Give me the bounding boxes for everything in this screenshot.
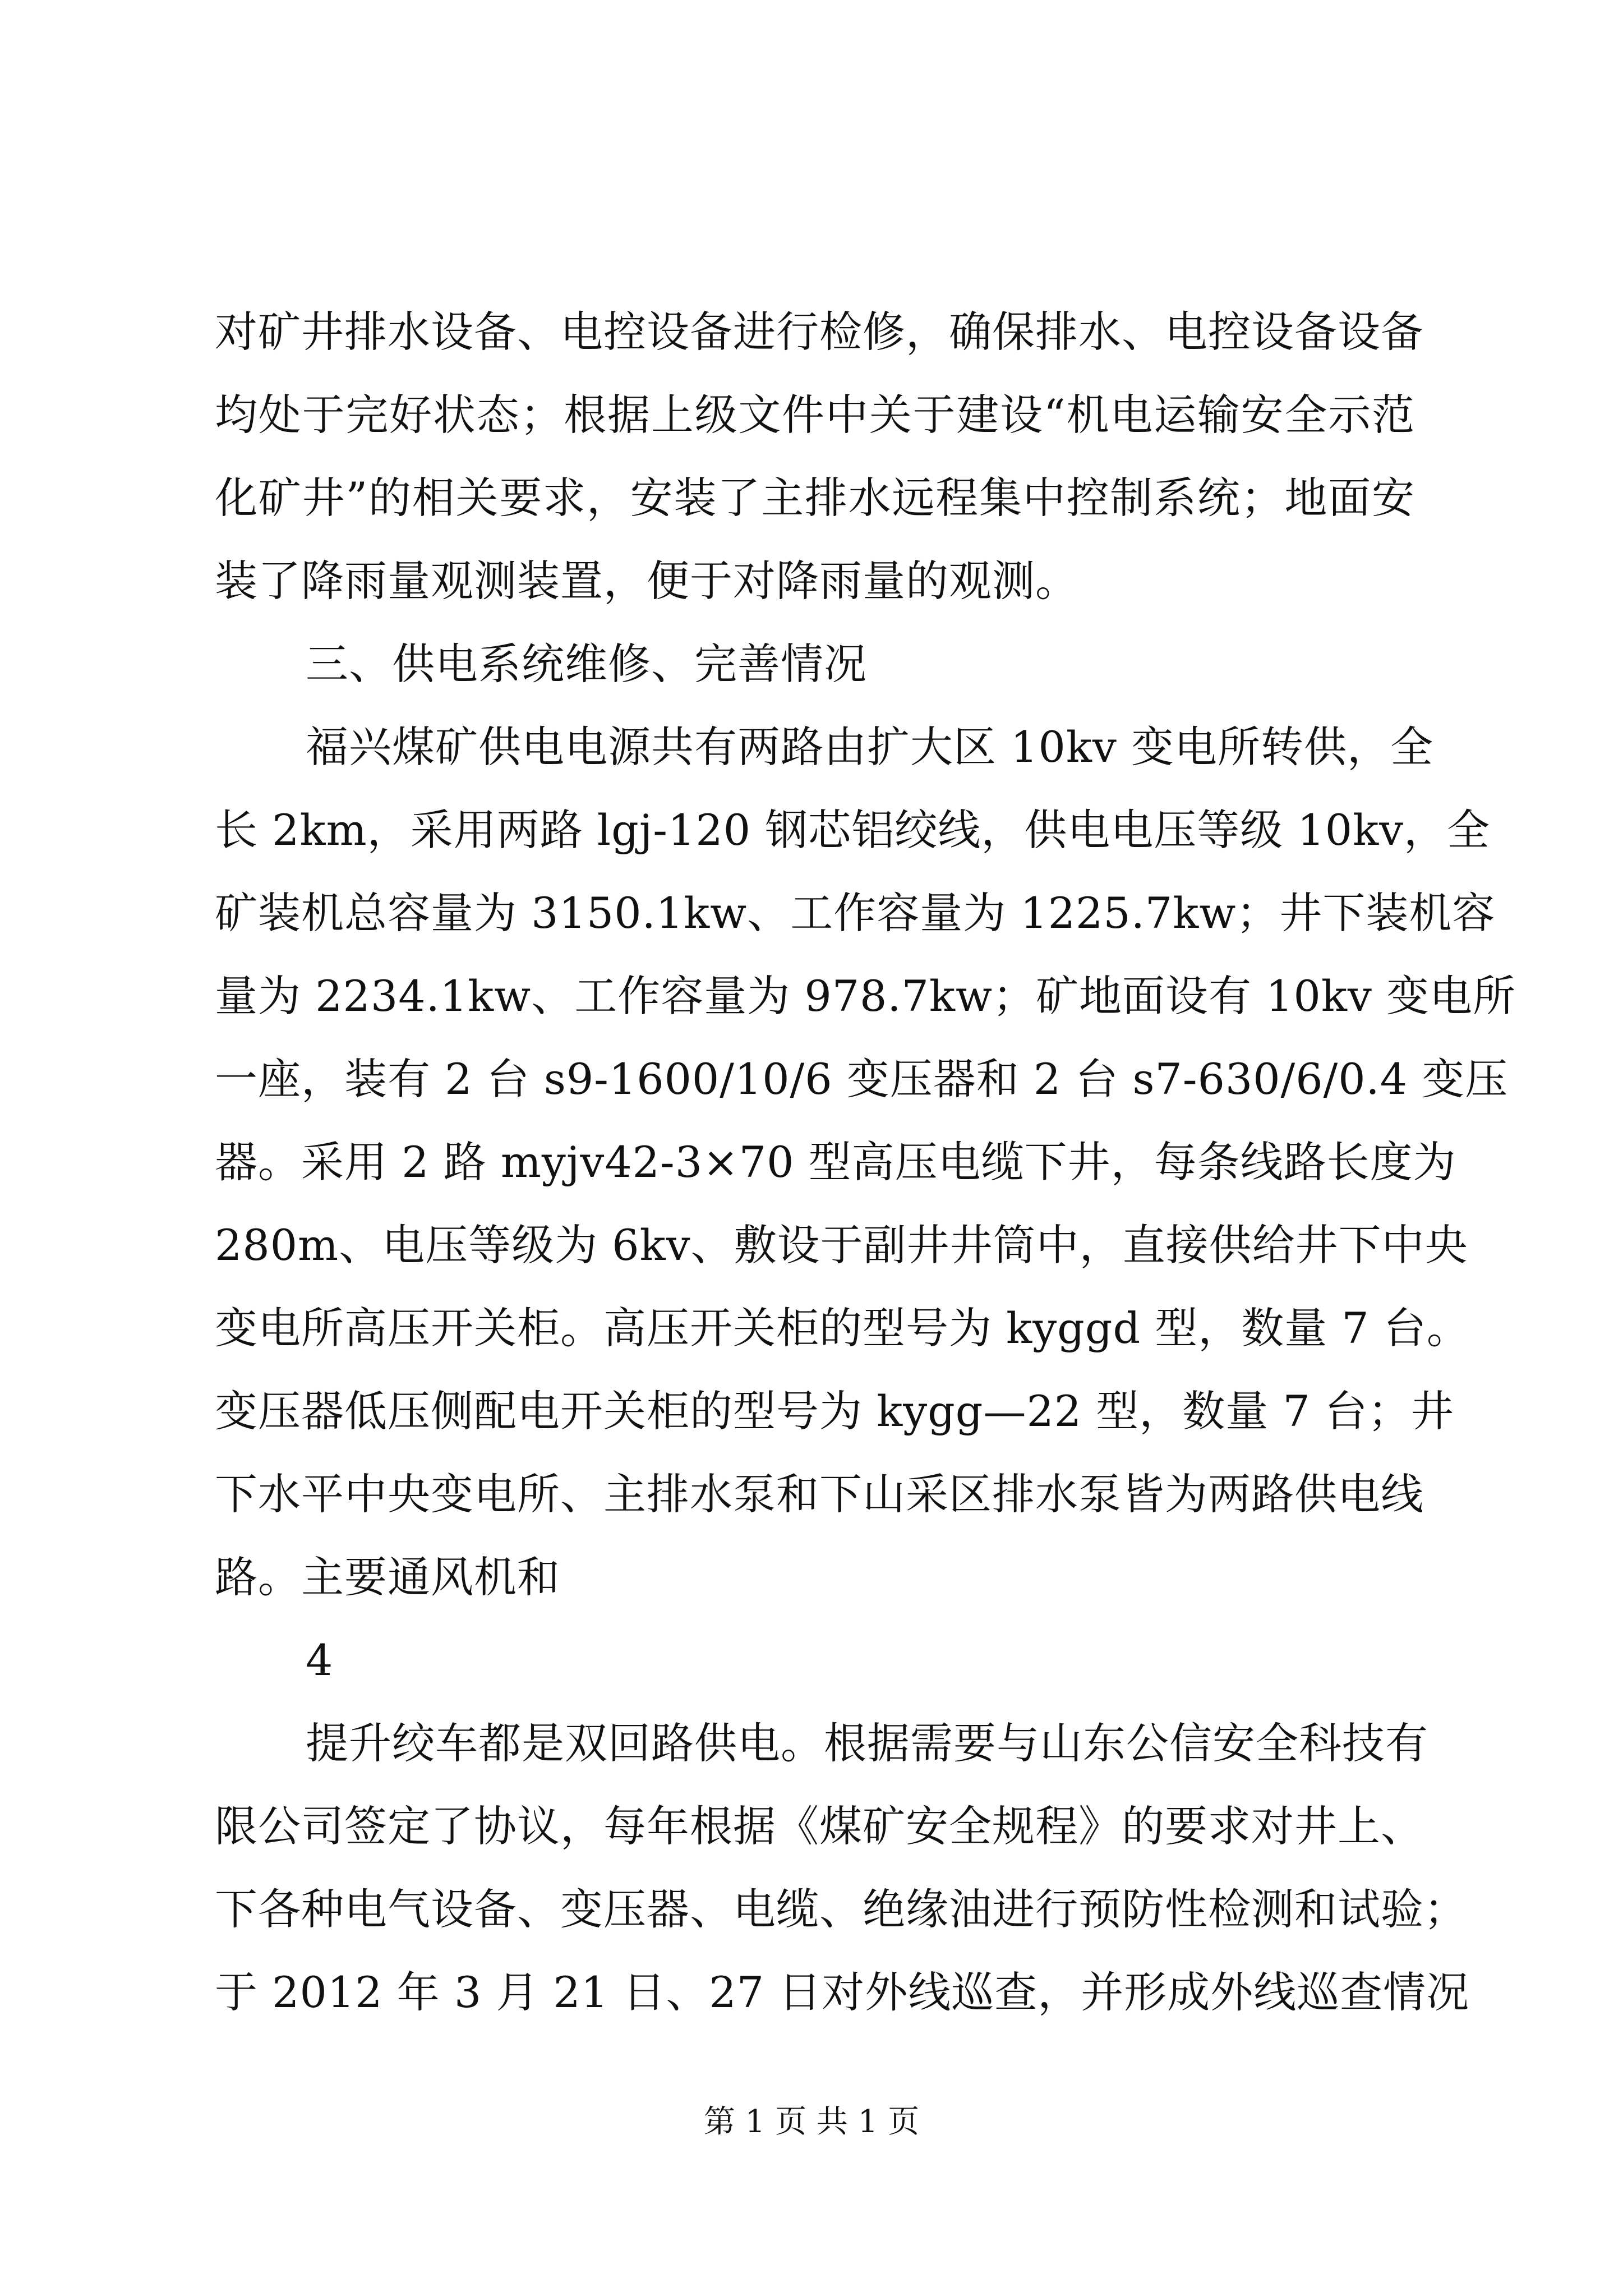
body-text-line: 限公司签定了协议，每年根据《煤矿安全规程》的要求对井上、 [215, 1801, 1424, 1851]
body-text-line: 于 2012 年 3 月 21 日、27 日对外线巡查，并形成外线巡查情况 [215, 1967, 1470, 2017]
section-heading: 三、供电系统维修、完善情况 [306, 639, 867, 689]
body-text-line: 路。主要通风机和 [215, 1552, 560, 1602]
body-text-line: 化矿井”的相关要求，安装了主排水远程集中控制系统；地面安 [215, 473, 1415, 523]
body-text-line: 矿装机总容量为 3150.1kw、工作容量为 1225.7kw；井下装机容 [215, 888, 1496, 938]
body-text-line: 提升绞车都是双回路供电。根据需要与山东公信安全科技有 [306, 1718, 1428, 1768]
body-text-line: 装了降雨量观测装置，便于对降雨量的观测。 [215, 556, 1078, 606]
body-text-line: 长 2km，采用两路 lgj-120 钢芯铝绞线，供电电压等级 10kv，全 [215, 805, 1491, 855]
body-text-line: 对矿井排水设备、电控设备进行检修，确保排水、电控设备设备 [215, 307, 1424, 357]
body-text-line: 280m、电压等级为 6kv、敷设于副井井筒中，直接供给井下中央 [215, 1220, 1468, 1270]
body-text-line: 下水平中央变电所、主排水泵和下山采区排水泵皆为两路供电线 [215, 1469, 1424, 1519]
body-text-line: 器。采用 2 路 myjv42-3×70 型高压电缆下井，每条线路长度为 [215, 1137, 1456, 1187]
body-text-line: 福兴煤矿供电电源共有两路由扩大区 10kv 变电所转供，全 [306, 722, 1434, 772]
body-text-line: 量为 2234.1kw、工作容量为 978.7kw；矿地面设有 10kv 变电所 [215, 971, 1516, 1021]
body-text-line: 一座，装有 2 台 s9-1600/10/6 变压器和 2 台 s7-630/6/0.4 变压 [215, 1054, 1509, 1104]
body-text-line: 下各种电气设备、变压器、电缆、绝缘油进行预防性检测和试验； [215, 1884, 1467, 1934]
page-number-marker: 4 [306, 1635, 334, 1685]
body-text-line: 均处于完好状态；根据上级文件中关于建设“机电运输安全示范 [215, 390, 1415, 440]
body-text-line: 变电所高压开关柜。高压开关柜的型号为 kyggd 型，数量 7 台。 [215, 1303, 1470, 1353]
page-footer: 第 1 页 共 1 页 [703, 2104, 920, 2140]
body-text-line: 变压器低压侧配电开关柜的型号为 kygg—22 型，数量 7 台；井 [215, 1386, 1454, 1436]
